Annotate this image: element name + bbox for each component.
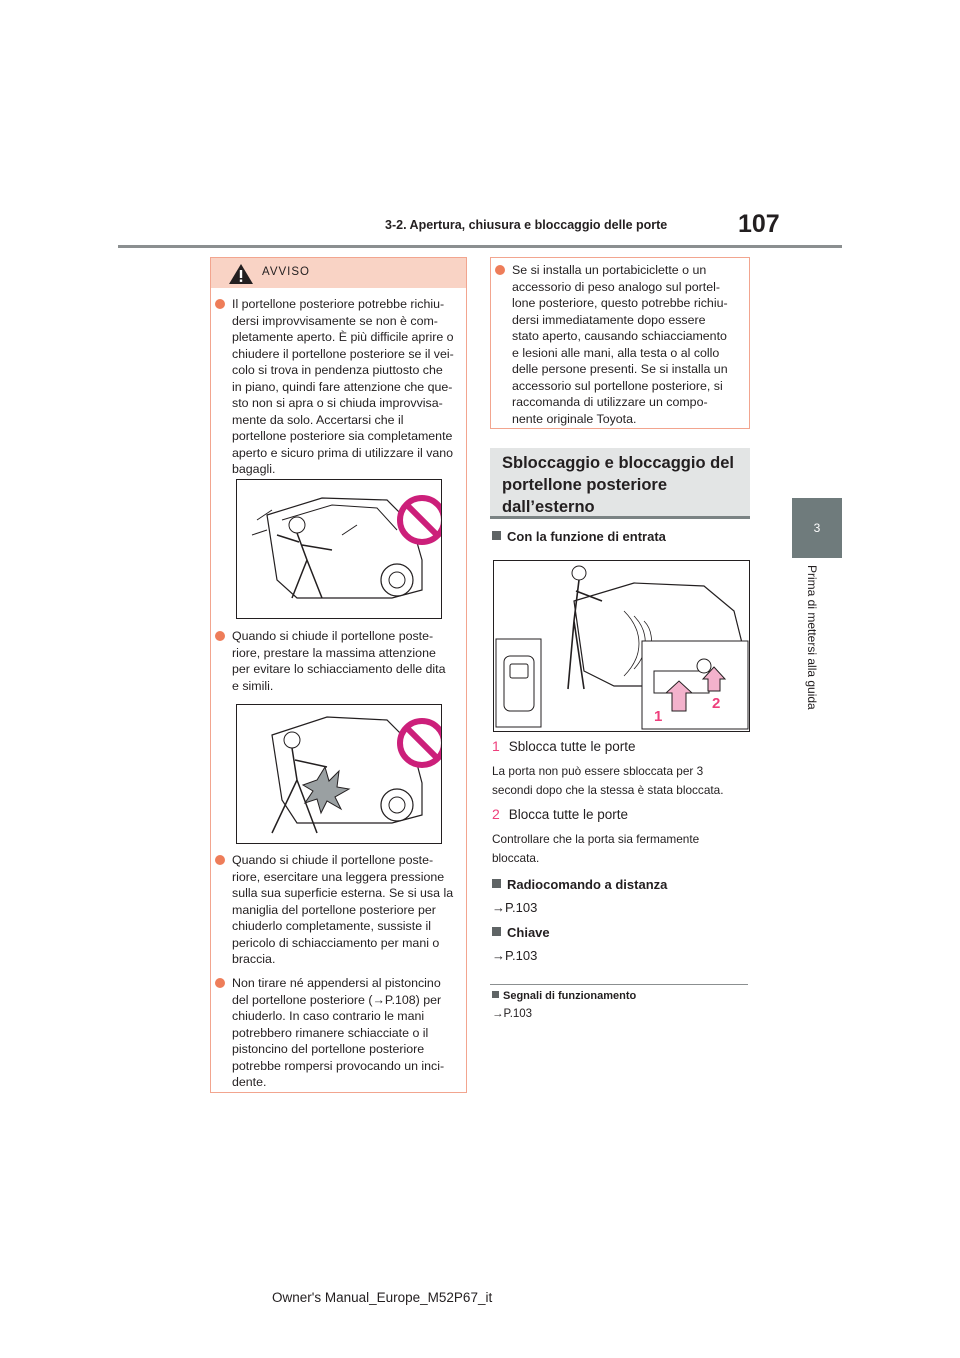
warning-title: AVVISO [262, 266, 310, 278]
header-rule [118, 245, 842, 248]
car-person-illustration [237, 705, 441, 843]
illustration-finger-pinch [236, 704, 442, 844]
subheading-remote: Radiocomando a distanza [492, 877, 667, 892]
page-number: 107 [738, 210, 780, 238]
step-1: 1 Sblocca tutte le porte [492, 738, 636, 754]
step-2: 2 Blocca tutte le porte [492, 806, 629, 822]
divider [490, 984, 748, 985]
bullet-dot-icon [215, 855, 225, 865]
subheading-entry: Con la funzione di entrata [492, 529, 666, 544]
bullet-dot-icon [215, 631, 225, 641]
callout-1: 1 [654, 708, 663, 725]
tailgate-entry-illustration [494, 561, 749, 731]
callout-2: 2 [712, 695, 721, 712]
bullet-dot-icon [215, 978, 225, 988]
illustration-closing-tailgate [236, 479, 442, 619]
subheading-signals: Segnali di funzionamento [492, 990, 636, 1002]
car-person-illustration [237, 480, 441, 618]
section-heading: Sbloccaggio e bloccaggio del portellone posteriore dall’esterno [502, 454, 734, 516]
illustration-entry-function [493, 560, 750, 732]
chapter-title: Prima di mettersi alla guida [805, 565, 819, 710]
chapter-tab: 3 [792, 498, 842, 558]
warning-triangle-icon [228, 263, 254, 285]
bullet-dot-icon [215, 299, 225, 309]
step-2-note: Controllare che la porta sia fermamente bloccata. [492, 832, 700, 865]
square-bullet-icon [492, 879, 501, 888]
square-bullet-icon [492, 991, 499, 998]
subheading-key: Chiave [492, 925, 550, 940]
key-page-link[interactable]: →P.103 [492, 948, 538, 963]
footer-text: Owner's Manual_Europe_M52P67_it [272, 1290, 493, 1305]
remote-page-link[interactable]: →P.103 [492, 900, 538, 915]
square-bullet-icon [492, 531, 501, 540]
step-1-note: La porta non può essere sbloccata per 3 secondi dopo che la stessa è stata bloccata. [492, 764, 724, 797]
bullet-dot-icon [495, 265, 505, 275]
signals-page-link[interactable]: →P.103 [492, 1008, 533, 1020]
section-title: 3-2. Apertura, chiusura e bloccaggio delle porte [385, 218, 668, 232]
square-bullet-icon [492, 927, 501, 936]
